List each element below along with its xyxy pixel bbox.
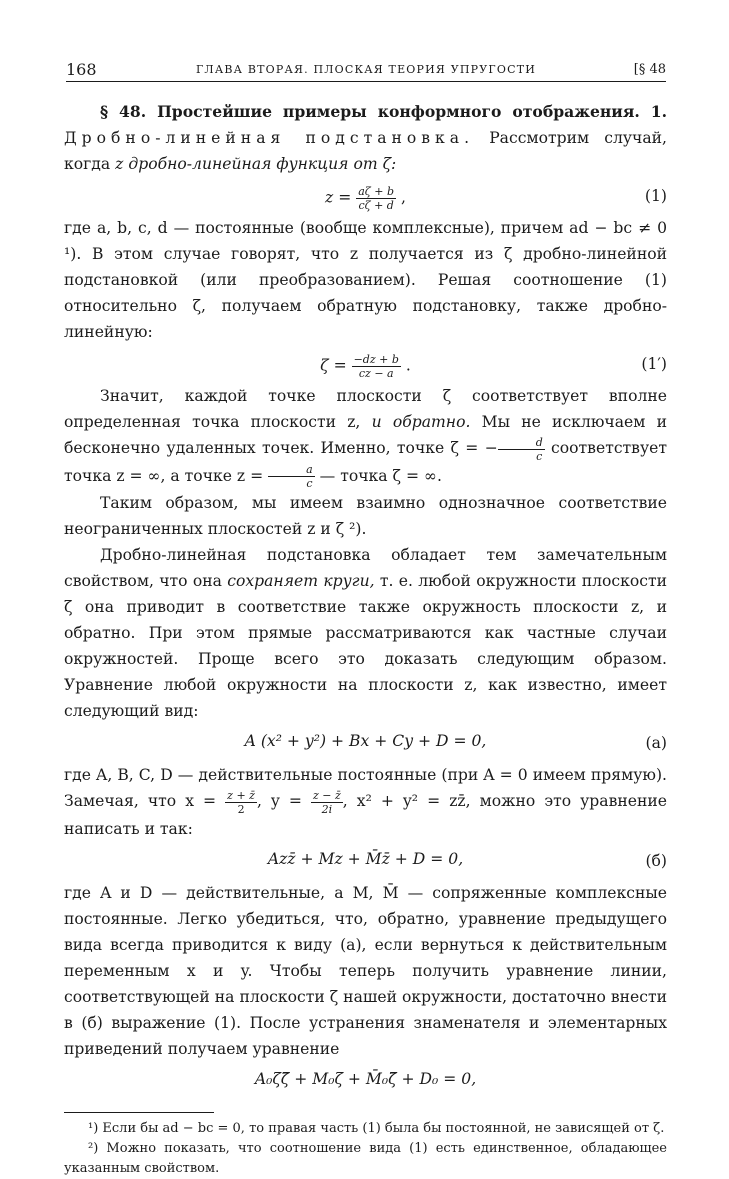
paragraph-section-intro — [64, 99, 667, 177]
text-run: где A, B, C, D — действительные постоянные (при A = 0 имеем прямую). Замечая, что x = — [64, 766, 667, 810]
inline-fraction — [268, 463, 315, 490]
paragraph-5 — [64, 542, 667, 724]
inline-fraction — [498, 436, 545, 463]
frac-num: a — [268, 463, 315, 477]
eq-body: A₀ζζ̄ + M₀ζ + M̄₀ζ̄ + D₀ = 0, — [254, 1069, 477, 1088]
text-run: Рассмотрим случай, когда — [64, 129, 667, 173]
text-run: Дробно-линейная подстановка обладает тем замечательным свойством, что она — [64, 546, 667, 590]
text-run: , y = — [256, 792, 311, 810]
frac-den: cz − a — [358, 367, 394, 380]
eq-lhs: z = — [325, 188, 357, 207]
frac-den: 2i — [321, 802, 333, 816]
frac-den: c — [536, 449, 543, 463]
paragraph-2: где a, b, c, d — постоянные (вообще комплексные), причем ad − bc ≠ 0 ¹). В этом случае говорят, что z получается из ζ дробно-линейной подстановкой (или преобразованием). Решая соотношение (1) относительно ζ, получаем обратную подстановку, также дробно-линейную: — [64, 219, 667, 341]
eq-fraction — [356, 185, 396, 212]
text-run: соответствует точка z = ∞, а точке z = — [64, 439, 667, 485]
text-run: — точка ζ = ∞. — [314, 466, 442, 485]
page-body — [64, 99, 667, 1179]
text-run: т. е. любой окружности плоскости ζ она приводит в соответствие также окружность плоскости z, и обратно. При этом прямые рассматриваются как частные случаи окружностей. Проще всего это доказать следующим образом. Уравнение любой окружности на плоскости z, как известно, имеет следующий вид: — [64, 572, 668, 720]
footnote-rule — [64, 1112, 214, 1113]
equation-label: (1′) — [641, 355, 667, 373]
frac-num: z + z̄ — [227, 788, 255, 802]
footnote-1: ¹) Если бы ad − bc = 0, то правая часть (1) была бы постоянной, не зависящей от ζ. — [88, 1120, 665, 1136]
frac-num: d — [498, 436, 545, 450]
equation-label: (б) — [645, 851, 667, 870]
text-italic: z дробно-линейная функция от ζ: — [115, 155, 397, 173]
equation-label: (а) — [645, 734, 667, 752]
page-header — [66, 60, 666, 82]
eq-body: Azz̄ + Mz + M̄z̄ + D = 0, — [267, 849, 464, 868]
eq-tail: , — [396, 188, 406, 207]
frac-den: cζ + d — [358, 199, 394, 212]
frac-den: c — [306, 477, 313, 490]
page-number: 168 — [66, 60, 97, 79]
eq-fraction — [352, 353, 401, 380]
section-heading: § 48. Простейшие примеры конформного отображения. 1. — [100, 102, 667, 121]
subsection-title: Дробно-линейная подстановка. — [64, 129, 475, 147]
frac-num: z − z̄ — [312, 788, 341, 802]
equation-1-prime — [64, 347, 667, 381]
running-title: ГЛАВА ВТОРАЯ. ПЛОСКАЯ ТЕОРИЯ УПРУГОСТИ — [195, 63, 537, 76]
paragraph-6 — [64, 762, 667, 842]
frac-num: −dz + b — [353, 353, 399, 366]
text-run: Мы не исключаем и бесконечно удаленных точек. Именно, точке ζ = − — [64, 413, 667, 457]
text-run: , x² + y² = zz̄, можно это уравнение написать и так: — [64, 792, 667, 838]
eq-lhs: ζ = — [320, 356, 352, 375]
paragraph-3 — [64, 383, 667, 490]
text-italic: сохраняет круги, — [227, 572, 375, 590]
paragraph-7: где A и D — действительные, а M, M̄ — сопряженные комплексные постоянные. Легко убедиться, что, обратно, уравнение предыдущего вида всегда приводится к виду (а), если вернуться к действительным переменным x и y. Чтобы теперь получить уравнение линии, соответствующей на плоскости ζ нашей окружности, достаточно внести в (б) выражение (1). После устранения знаменателя и элементарных приведений получаем уравнение — [64, 883, 667, 1058]
equation-label: (1) — [644, 187, 667, 205]
header-rule — [66, 81, 666, 82]
paragraph-4: Таким образом, мы имеем взаимно однозначное соответствие неограниченных плоскостей z и ζ ²). — [64, 494, 667, 538]
section-ref: [§ 48 — [633, 62, 666, 77]
equation-b — [64, 844, 667, 878]
footnote-2: ²) Можно показать, что соотношение вида (1) есть единственное, обладающее указанным свойством. — [64, 1140, 667, 1176]
text-italic: и обратно. — [371, 413, 471, 431]
equation-1 — [64, 179, 667, 213]
text-run: Значит, каждой точке плоскости ζ соответствует вполне определенная точка плоскости z, — [64, 387, 667, 431]
frac-num: aζ + b — [358, 185, 395, 198]
inline-fraction — [311, 789, 343, 816]
eq-tail: . — [400, 356, 411, 375]
frac-den: 2 — [237, 802, 245, 816]
inline-fraction — [225, 789, 257, 816]
equation-c — [64, 1064, 667, 1098]
equation-a — [64, 726, 667, 760]
eq-body: A (x² + y²) + Bx + Cy + D = 0, — [244, 732, 487, 750]
